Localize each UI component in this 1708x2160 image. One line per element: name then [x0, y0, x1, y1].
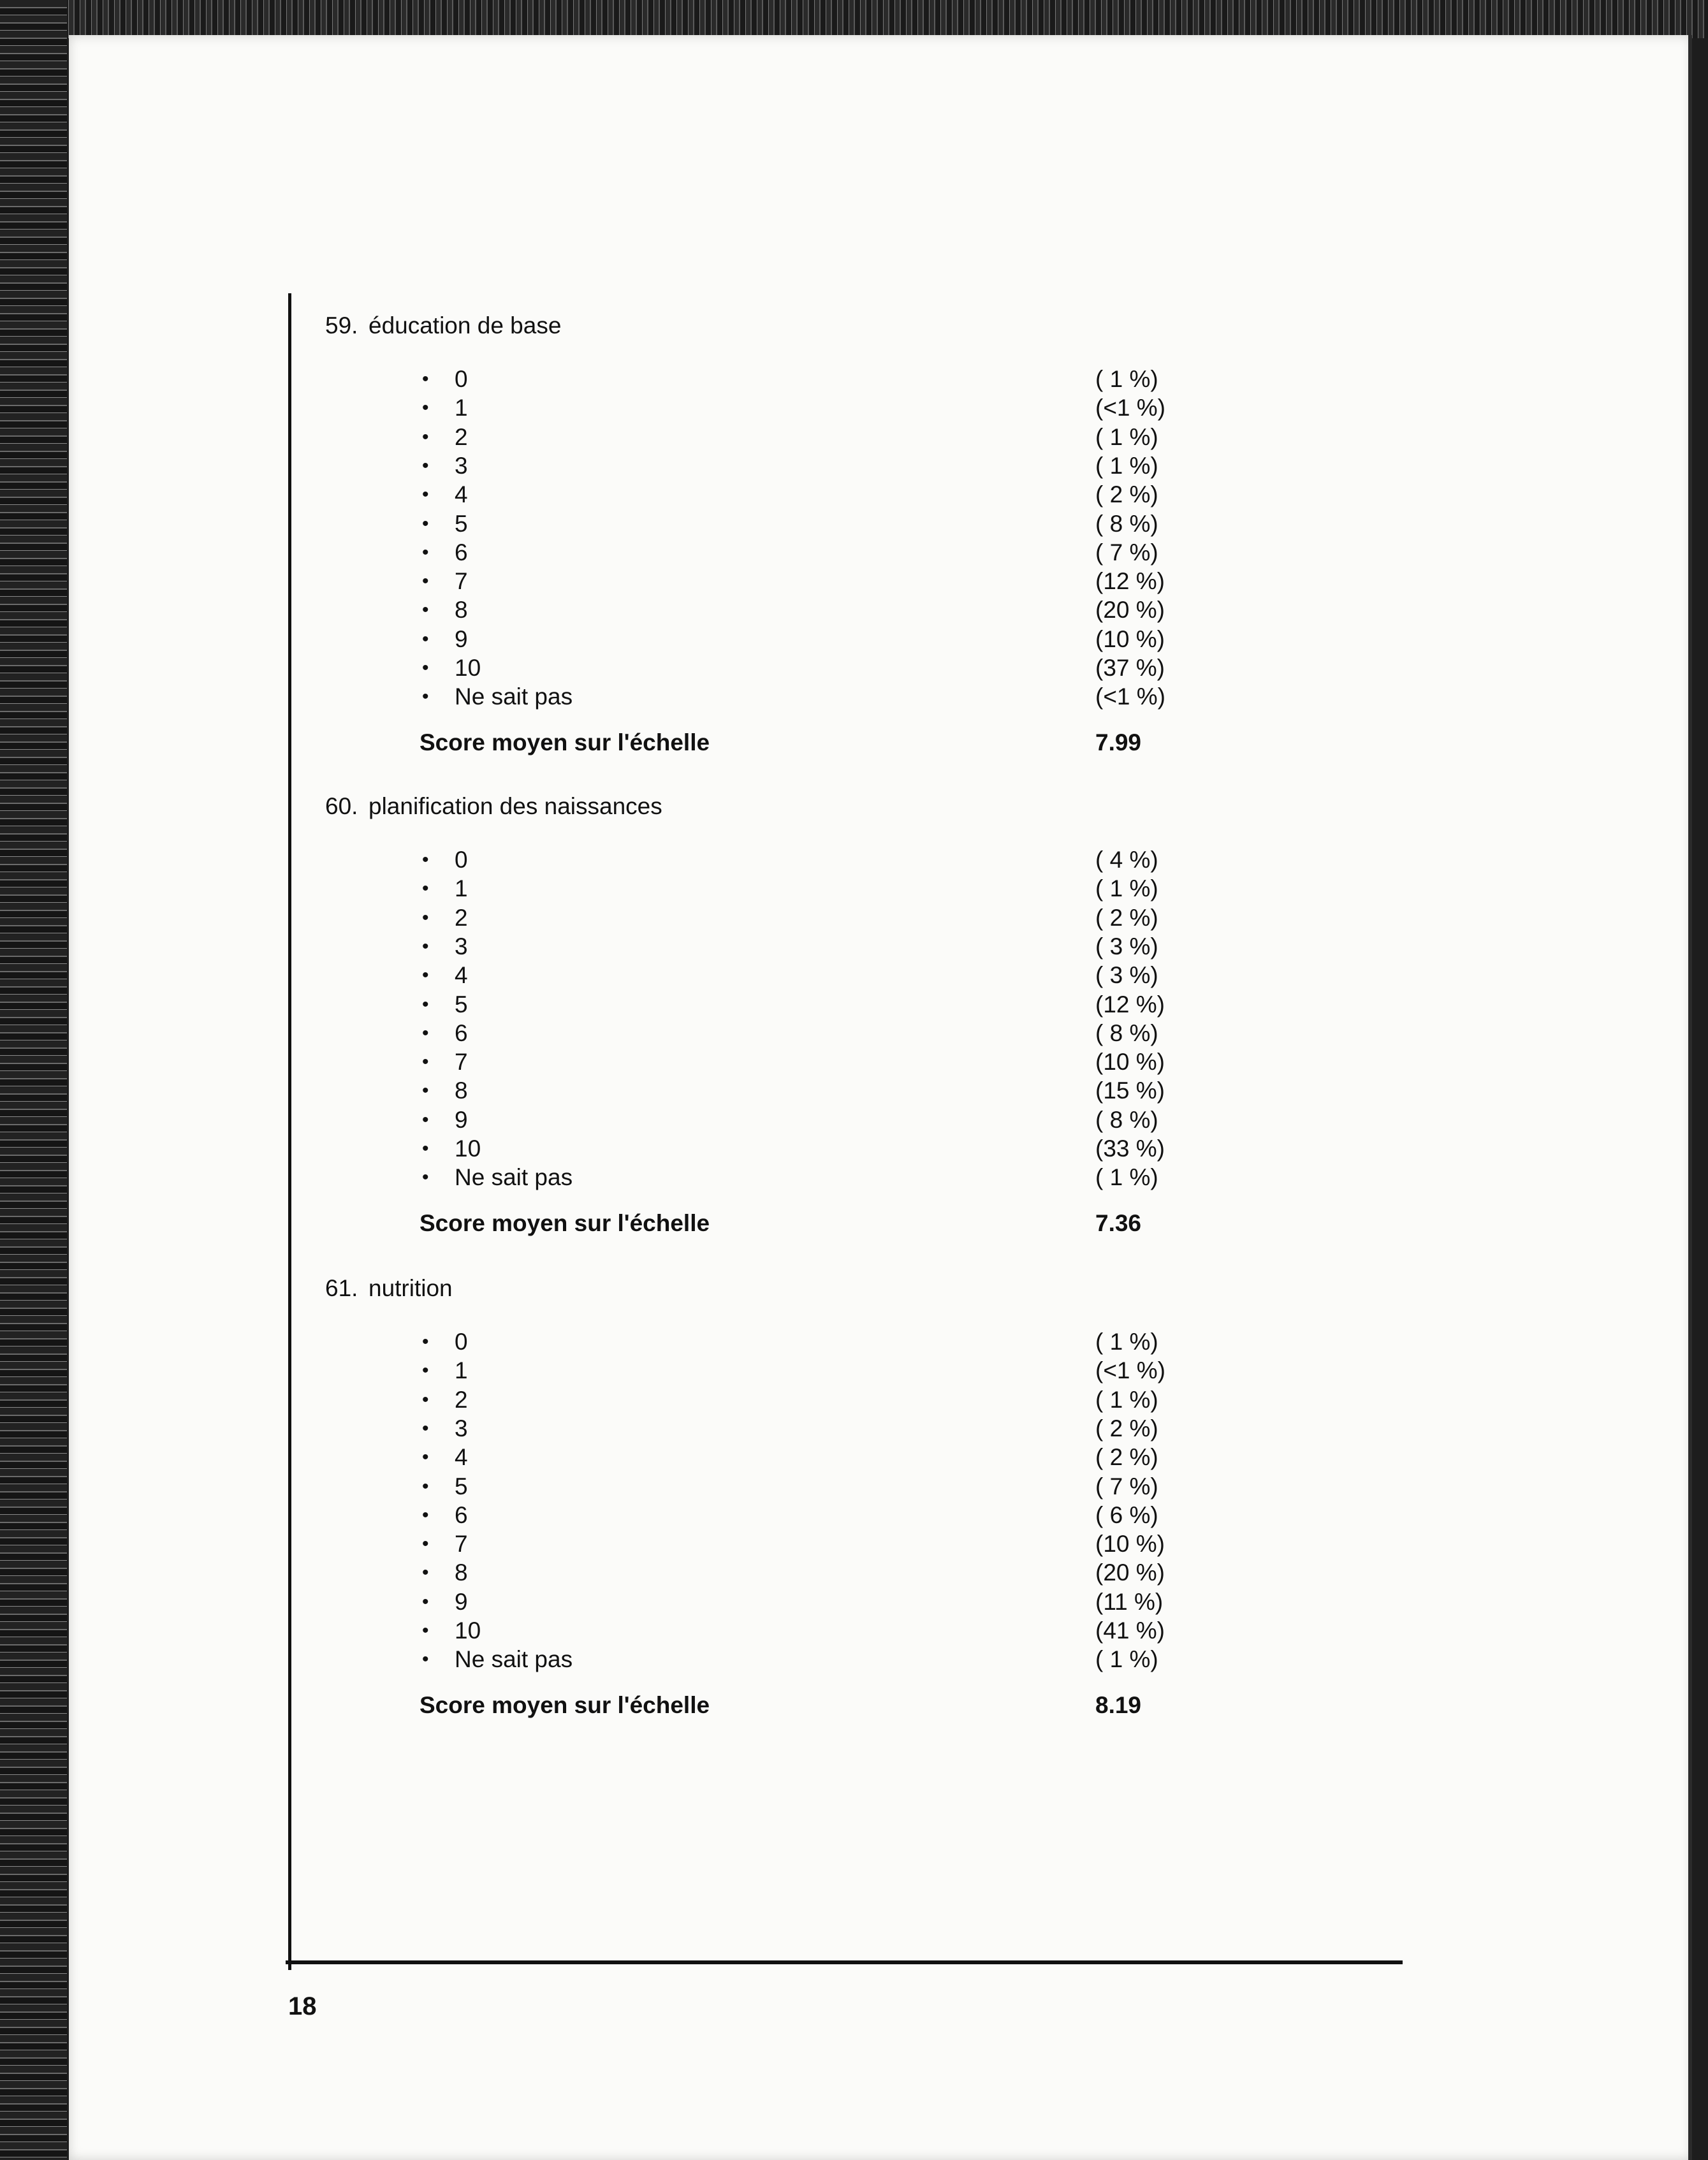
question-number: 61.	[325, 1275, 358, 1301]
bullet-icon: •	[422, 907, 429, 928]
bullet-icon: •	[422, 1360, 429, 1382]
bullet-icon: •	[422, 1331, 429, 1352]
bullet-icon: •	[422, 1109, 429, 1130]
score-label: Score moyen sur l'échelle	[420, 1209, 710, 1236]
bullet-icon: •	[422, 849, 429, 870]
option-percent: (41 %)	[1095, 1617, 1165, 1644]
option-label: 0	[455, 366, 468, 392]
bullet-icon: •	[422, 1138, 429, 1159]
question-text: éducation de base	[369, 312, 562, 339]
bullet-icon: •	[422, 1649, 429, 1670]
option-percent: ( 1 %)	[1095, 1329, 1158, 1355]
bullet-icon: •	[422, 1620, 429, 1641]
score-value: 7.99	[1095, 729, 1142, 755]
bullet-icon: •	[422, 426, 429, 448]
bullet-icon: •	[422, 599, 429, 621]
question-title	[325, 793, 662, 820]
option-label: 4	[455, 962, 468, 989]
question-title	[325, 312, 561, 339]
page-sheet	[69, 35, 1692, 2160]
option-label: 9	[455, 1106, 468, 1133]
bullet-icon: •	[422, 1447, 429, 1468]
bullet-icon: •	[422, 1533, 429, 1555]
option-label: 1	[455, 1357, 468, 1384]
option-label: 6	[455, 1501, 468, 1528]
option-percent: ( 3 %)	[1095, 933, 1158, 960]
option-percent: (11 %)	[1095, 1588, 1164, 1615]
option-label: 1	[455, 875, 468, 902]
question-text: planification des naissances	[369, 793, 662, 819]
option-percent: ( 3 %)	[1095, 962, 1158, 989]
option-label: 4	[455, 1444, 468, 1471]
bullet-icon: •	[422, 1475, 429, 1497]
option-label: 10	[455, 655, 481, 681]
option-percent: ( 8 %)	[1095, 1106, 1158, 1133]
option-percent: ( 2 %)	[1095, 1444, 1158, 1471]
bullet-icon: •	[422, 1591, 429, 1612]
bullet-icon: •	[422, 657, 429, 678]
option-percent: ( 8 %)	[1095, 1019, 1158, 1046]
option-label: 0	[455, 847, 468, 873]
option-percent: (33 %)	[1095, 1135, 1165, 1162]
option-percent: (20 %)	[1095, 1559, 1165, 1586]
option-label: 8	[455, 597, 468, 624]
option-label: 6	[455, 539, 468, 566]
question-text: nutrition	[369, 1275, 453, 1301]
option-label: 7	[455, 1049, 468, 1076]
bullet-icon: •	[422, 541, 429, 563]
option-percent: ( 1 %)	[1095, 1646, 1158, 1673]
bullet-icon: •	[422, 878, 429, 900]
scan-border-left	[0, 0, 67, 2160]
option-label: 6	[455, 1019, 468, 1046]
option-label: 3	[455, 452, 468, 479]
option-label: Ne sait pas	[455, 683, 573, 710]
option-label: 2	[455, 904, 468, 931]
option-label: 5	[455, 1473, 468, 1500]
bullet-icon: •	[422, 1022, 429, 1044]
option-label: 8	[455, 1077, 468, 1104]
score-value: 7.36	[1095, 1209, 1142, 1236]
option-percent: ( 1 %)	[1095, 366, 1158, 392]
score-value: 8.19	[1095, 1691, 1142, 1718]
bullet-icon: •	[422, 397, 429, 419]
bullet-icon: •	[422, 965, 429, 986]
option-percent: (12 %)	[1095, 991, 1165, 1018]
option-label: 5	[455, 510, 468, 537]
bullet-icon: •	[422, 1167, 429, 1188]
option-percent: ( 2 %)	[1095, 904, 1158, 931]
option-percent: (10 %)	[1095, 625, 1165, 652]
bullet-icon: •	[422, 628, 429, 650]
option-label: 4	[455, 481, 468, 508]
option-label: 9	[455, 625, 468, 652]
option-percent: ( 1 %)	[1095, 423, 1158, 450]
option-label: Ne sait pas	[455, 1646, 573, 1673]
page-binding-edge	[1688, 35, 1692, 2160]
option-percent: ( 4 %)	[1095, 847, 1158, 873]
option-label: 8	[455, 1559, 468, 1586]
question-number: 60.	[325, 793, 358, 819]
question-number: 59.	[325, 312, 358, 339]
option-percent: ( 1 %)	[1095, 1164, 1158, 1191]
option-label: 3	[455, 1415, 468, 1441]
page-number: 18	[288, 1992, 317, 2020]
bullet-icon: •	[422, 686, 429, 708]
score-label: Score moyen sur l'échelle	[420, 1691, 710, 1718]
scan-border-top	[0, 0, 1708, 38]
bullet-icon: •	[422, 1504, 429, 1526]
option-percent: (<1 %)	[1095, 395, 1166, 421]
option-percent: ( 7 %)	[1095, 1473, 1158, 1500]
option-percent: (<1 %)	[1095, 1357, 1166, 1384]
option-percent: ( 1 %)	[1095, 1386, 1158, 1413]
option-label: 10	[455, 1135, 481, 1162]
option-percent: ( 1 %)	[1095, 452, 1158, 479]
option-label: 1	[455, 395, 468, 421]
question-title	[325, 1275, 453, 1302]
option-label: 0	[455, 1329, 468, 1355]
option-percent: (10 %)	[1095, 1531, 1165, 1558]
option-percent: (<1 %)	[1095, 683, 1166, 710]
bullet-icon: •	[422, 993, 429, 1015]
option-percent: ( 8 %)	[1095, 510, 1158, 537]
option-label: Ne sait pas	[455, 1164, 573, 1191]
option-percent: ( 2 %)	[1095, 1415, 1158, 1441]
bullet-icon: •	[422, 571, 429, 592]
option-label: 7	[455, 1531, 468, 1558]
bullet-icon: •	[422, 484, 429, 506]
option-percent: (37 %)	[1095, 655, 1165, 681]
left-margin-rule	[288, 293, 291, 1970]
bullet-icon: •	[422, 1051, 429, 1073]
bullet-icon: •	[422, 369, 429, 390]
option-percent: ( 6 %)	[1095, 1501, 1158, 1528]
option-percent: ( 7 %)	[1095, 539, 1158, 566]
bullet-icon: •	[422, 1389, 429, 1410]
option-label: 3	[455, 933, 468, 960]
option-label: 2	[455, 423, 468, 450]
option-label: 7	[455, 568, 468, 595]
bullet-icon: •	[422, 455, 429, 476]
option-label: 2	[455, 1386, 468, 1413]
option-label: 5	[455, 991, 468, 1018]
option-label: 10	[455, 1617, 481, 1644]
bottom-rule	[286, 1960, 1403, 1964]
option-percent: ( 1 %)	[1095, 875, 1158, 902]
option-percent: (15 %)	[1095, 1077, 1165, 1104]
bullet-icon: •	[422, 1417, 429, 1439]
bullet-icon: •	[422, 1562, 429, 1584]
option-percent: ( 2 %)	[1095, 481, 1158, 508]
score-label: Score moyen sur l'échelle	[420, 729, 710, 755]
option-percent: (20 %)	[1095, 597, 1165, 624]
option-label: 9	[455, 1588, 468, 1615]
option-percent: (10 %)	[1095, 1049, 1165, 1076]
bullet-icon: •	[422, 513, 429, 534]
option-percent: (12 %)	[1095, 568, 1165, 595]
bullet-icon: •	[422, 935, 429, 957]
bullet-icon: •	[422, 1080, 429, 1102]
